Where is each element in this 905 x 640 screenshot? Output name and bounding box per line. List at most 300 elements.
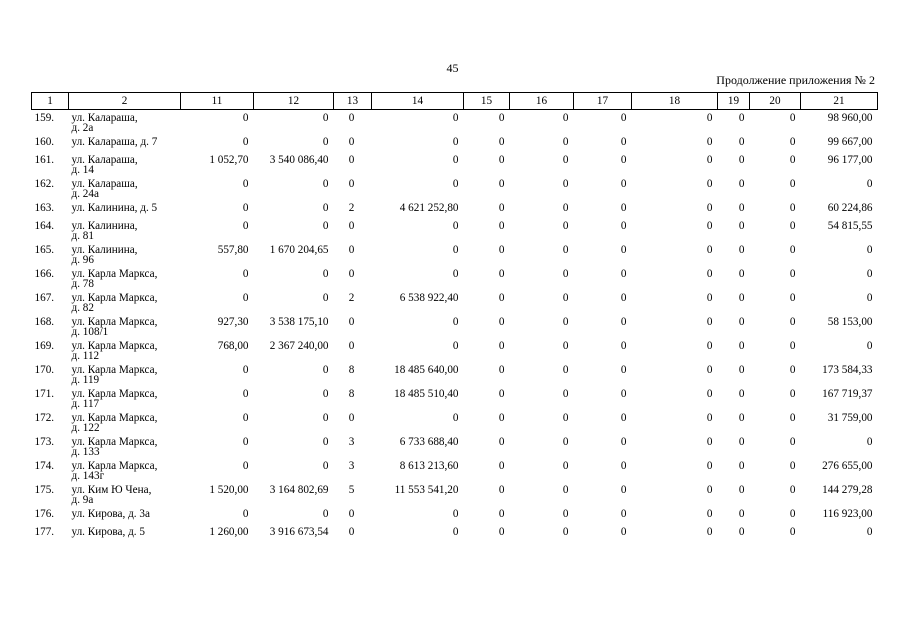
table-row (32, 461, 878, 485)
table-row (32, 317, 878, 341)
value-cell-c13: 0 (348, 269, 355, 280)
column-header: 13 (334, 93, 372, 110)
address-cell (69, 137, 181, 155)
address-line: д. 133 (71, 446, 100, 458)
value-cell-c14: 0 (452, 155, 459, 166)
value-cell-c20: 0 (789, 437, 796, 448)
value-cell-c11: 0 (242, 437, 249, 448)
value-cell-c11: 0 (242, 413, 249, 424)
table-row (32, 155, 878, 179)
value-cell-c17: 0 (620, 365, 627, 376)
value-cell-c19: 0 (738, 437, 745, 448)
value-cell-c15: 0 (498, 112, 505, 124)
continuation-label: Продолжение приложения № 2 (716, 73, 875, 87)
table-row (32, 221, 878, 245)
address-line: ул. Карла Маркса, (71, 317, 158, 328)
value-cell-c13: 2 (348, 293, 355, 304)
value-cell-c17: 0 (620, 203, 627, 214)
value-cell-c21: 0 (866, 293, 873, 304)
value-cell-c11: 0 (242, 269, 249, 280)
address-line: ул. Карла Маркса, (71, 413, 158, 424)
value-cell-c18: 0 (706, 293, 713, 304)
value-cell-c14: 18 485 510,40 (394, 389, 459, 400)
value-cell-c18: 0 (706, 269, 713, 280)
address-cell (69, 365, 181, 389)
value-cell-c18: 0 (706, 155, 713, 166)
value-cell-c16: 0 (562, 137, 569, 148)
table-row (32, 437, 878, 461)
value-cell-c14: 0 (452, 221, 459, 232)
column-header: 1 (32, 93, 69, 110)
value-cell-c20: 0 (789, 203, 796, 214)
column-header: 18 (632, 93, 718, 110)
value-cell-c12: 0 (322, 203, 329, 214)
row-number: 162. (34, 179, 55, 190)
value-cell-c11: 1 052,70 (209, 155, 249, 166)
table-row (32, 341, 878, 365)
value-cell-c16: 0 (562, 413, 569, 424)
value-cell-c17: 0 (620, 112, 627, 124)
address-cell (69, 110, 181, 138)
value-cell-c15: 0 (498, 461, 505, 472)
address-line: ул. Карла Маркса, (71, 365, 158, 376)
address-line: д. 122 (71, 422, 100, 434)
value-cell-c11: 0 (242, 389, 249, 400)
value-cell-c19: 0 (738, 341, 745, 352)
value-cell-c16: 0 (562, 179, 569, 190)
value-cell-c18: 0 (706, 245, 713, 256)
address-line: ул. Карла Маркса, (71, 437, 158, 448)
column-header: 19 (718, 93, 750, 110)
value-cell-c13: 0 (348, 179, 355, 190)
value-cell-c19: 0 (738, 179, 745, 190)
value-cell-c17: 0 (620, 221, 627, 232)
table-row (32, 137, 878, 155)
value-cell-c21: 144 279,28 (822, 485, 873, 496)
address-cell (69, 179, 181, 203)
value-cell-c20: 0 (789, 179, 796, 190)
address-cell (69, 155, 181, 179)
value-cell-c21: 0 (866, 527, 873, 538)
value-cell-c21: 60 224,86 (827, 203, 873, 214)
value-cell-c13: 8 (348, 389, 355, 400)
table-row (32, 509, 878, 527)
address-line: д. 82 (71, 302, 94, 314)
address-line: ул. Калараша, (71, 112, 138, 124)
table-row (32, 269, 878, 293)
address-cell (69, 203, 181, 221)
address-cell (69, 461, 181, 485)
value-cell-c15: 0 (498, 155, 505, 166)
value-cell-c15: 0 (498, 413, 505, 424)
value-cell-c16: 0 (562, 245, 569, 256)
value-cell-c19: 0 (738, 137, 745, 148)
value-cell-c16: 0 (562, 389, 569, 400)
value-cell-c11: 0 (242, 112, 249, 124)
value-cell-c17: 0 (620, 527, 627, 538)
value-cell-c21: 0 (866, 341, 873, 352)
address-line: ул. Калинина, д. 5 (71, 203, 158, 214)
row-number: 171. (34, 389, 55, 400)
value-cell-c13: 2 (348, 203, 355, 214)
address-cell (69, 389, 181, 413)
value-cell-c13: 3 (348, 437, 355, 448)
value-cell-c21: 116 923,00 (822, 509, 873, 520)
value-cell-c21: 99 667,00 (827, 137, 873, 148)
value-cell-c18: 0 (706, 485, 713, 496)
value-cell-c16: 0 (562, 341, 569, 352)
value-cell-c11: 927,30 (217, 317, 249, 328)
value-cell-c20: 0 (789, 317, 796, 328)
value-cell-c16: 0 (562, 269, 569, 280)
value-cell-c16: 0 (562, 112, 569, 124)
value-cell-c21: 31 759,00 (827, 413, 873, 424)
address-line: д. 78 (71, 278, 94, 290)
value-cell-c15: 0 (498, 509, 505, 520)
value-cell-c20: 0 (789, 365, 796, 376)
value-cell-c15: 0 (498, 179, 505, 190)
table-row (32, 365, 878, 389)
value-cell-c19: 0 (738, 221, 745, 232)
value-cell-c13: 3 (348, 461, 355, 472)
value-cell-c21: 98 960,00 (827, 112, 873, 124)
value-cell-c18: 0 (706, 137, 713, 148)
value-cell-c11: 557,80 (217, 245, 249, 256)
value-cell-c17: 0 (620, 389, 627, 400)
row-number: 166. (34, 269, 55, 280)
value-cell-c11: 0 (242, 461, 249, 472)
value-cell-c11: 0 (242, 365, 249, 376)
value-cell-c11: 0 (242, 203, 249, 214)
value-cell-c20: 0 (789, 509, 796, 520)
value-cell-c16: 0 (562, 461, 569, 472)
value-cell-c12: 0 (322, 437, 329, 448)
value-cell-c17: 0 (620, 461, 627, 472)
value-cell-c21: 167 719,37 (822, 389, 873, 400)
row-number: 177. (34, 527, 55, 538)
value-cell-c20: 0 (789, 221, 796, 232)
value-cell-c18: 0 (706, 203, 713, 214)
address-line: д. 143г (71, 470, 105, 482)
column-header: 12 (254, 93, 334, 110)
row-number: 173. (34, 437, 55, 448)
address-line: ул. Карла Маркса, (71, 389, 158, 400)
value-cell-c13: 0 (348, 112, 355, 124)
value-cell-c15: 0 (498, 221, 505, 232)
column-header: 17 (574, 93, 632, 110)
value-cell-c11: 0 (242, 137, 249, 148)
value-cell-c19: 0 (738, 365, 745, 376)
value-cell-c16: 0 (562, 509, 569, 520)
value-cell-c19: 0 (738, 317, 745, 328)
value-cell-c12: 2 367 240,00 (269, 341, 329, 352)
value-cell-c11: 0 (242, 221, 249, 232)
value-cell-c20: 0 (789, 341, 796, 352)
value-cell-c14: 0 (452, 137, 459, 148)
value-cell-c14: 4 621 252,80 (399, 203, 459, 214)
address-line: ул. Калараша, д. 7 (71, 137, 158, 148)
value-cell-c17: 0 (620, 137, 627, 148)
table-body (32, 110, 878, 546)
address-line: ул. Калараша, (71, 155, 138, 166)
value-cell-c14: 8 613 213,60 (399, 461, 459, 472)
table-row (32, 413, 878, 437)
row-number: 160. (34, 137, 55, 148)
column-header: 14 (372, 93, 464, 110)
address-cell (69, 293, 181, 317)
value-cell-c21: 0 (866, 179, 873, 190)
address-line: д. 119 (71, 374, 100, 386)
value-cell-c16: 0 (562, 365, 569, 376)
value-cell-c19: 0 (738, 112, 745, 124)
value-cell-c16: 0 (562, 203, 569, 214)
value-cell-c12: 0 (322, 293, 329, 304)
value-cell-c18: 0 (706, 461, 713, 472)
address-line: д. 81 (71, 230, 94, 242)
value-cell-c12: 0 (322, 112, 329, 124)
value-cell-c15: 0 (498, 341, 505, 352)
value-cell-c19: 0 (738, 245, 745, 256)
value-cell-c17: 0 (620, 509, 627, 520)
value-cell-c13: 0 (348, 341, 355, 352)
value-cell-c12: 3 916 673,54 (269, 527, 329, 538)
value-cell-c15: 0 (498, 203, 505, 214)
value-cell-c12: 0 (322, 269, 329, 280)
table-row (32, 527, 878, 545)
value-cell-c12: 0 (322, 413, 329, 424)
value-cell-c20: 0 (789, 293, 796, 304)
row-number: 165. (34, 245, 55, 256)
value-cell-c20: 0 (789, 485, 796, 496)
row-number: 174. (34, 461, 55, 472)
value-cell-c20: 0 (789, 413, 796, 424)
value-cell-c12: 1 670 204,65 (269, 245, 329, 256)
table-row (32, 485, 878, 509)
value-cell-c17: 0 (620, 245, 627, 256)
value-cell-c13: 8 (348, 365, 355, 376)
value-cell-c19: 0 (738, 413, 745, 424)
row-number: 176. (34, 509, 55, 520)
address-line: ул. Карла Маркса, (71, 293, 158, 304)
value-cell-c15: 0 (498, 365, 505, 376)
value-cell-c17: 0 (620, 155, 627, 166)
value-cell-c16: 0 (562, 437, 569, 448)
address-line: ул. Калинина, (71, 245, 138, 256)
address-line: д. 2а (71, 122, 94, 134)
value-cell-c21: 58 153,00 (827, 317, 873, 328)
value-cell-c14: 0 (452, 179, 459, 190)
table-row (32, 245, 878, 269)
value-cell-c15: 0 (498, 137, 505, 148)
column-header: 16 (510, 93, 574, 110)
address-line: д. 112 (71, 350, 100, 362)
value-cell-c18: 0 (706, 221, 713, 232)
value-cell-c19: 0 (738, 203, 745, 214)
column-header: 21 (801, 93, 878, 110)
value-cell-c12: 3 538 175,10 (269, 317, 329, 328)
value-cell-c18: 0 (706, 317, 713, 328)
table-row (32, 110, 878, 138)
value-cell-c21: 0 (866, 269, 873, 280)
value-cell-c21: 54 815,55 (827, 221, 873, 232)
value-cell-c19: 0 (738, 509, 745, 520)
row-number: 172. (34, 413, 55, 424)
value-cell-c11: 0 (242, 179, 249, 190)
value-cell-c14: 0 (452, 269, 459, 280)
value-cell-c12: 3 164 802,69 (269, 485, 329, 496)
value-cell-c18: 0 (706, 413, 713, 424)
value-cell-c11: 1 520,00 (209, 485, 249, 496)
data-table (31, 92, 878, 545)
column-header: 20 (750, 93, 801, 110)
value-cell-c17: 0 (620, 293, 627, 304)
address-line: ул. Калараша, (71, 179, 138, 190)
value-cell-c12: 0 (322, 179, 329, 190)
value-cell-c20: 0 (789, 389, 796, 400)
value-cell-c14: 0 (452, 413, 459, 424)
value-cell-c19: 0 (738, 269, 745, 280)
value-cell-c21: 0 (866, 437, 873, 448)
address-cell (69, 221, 181, 245)
value-cell-c21: 276 655,00 (822, 461, 873, 472)
address-line: д. 96 (71, 254, 94, 266)
value-cell-c18: 0 (706, 389, 713, 400)
column-header: 11 (181, 93, 254, 110)
address-line: д. 24а (71, 188, 99, 200)
column-header: 2 (69, 93, 181, 110)
value-cell-c20: 0 (789, 245, 796, 256)
value-cell-c21: 96 177,00 (827, 155, 873, 166)
value-cell-c11: 0 (242, 509, 249, 520)
table-row (32, 389, 878, 413)
row-number: 159. (34, 112, 55, 124)
address-line: д. 9а (71, 494, 94, 506)
value-cell-c15: 0 (498, 437, 505, 448)
value-cell-c12: 0 (322, 365, 329, 376)
value-cell-c15: 0 (498, 389, 505, 400)
value-cell-c17: 0 (620, 413, 627, 424)
row-number: 164. (34, 221, 55, 232)
address-line: ул. Карла Маркса, (71, 269, 158, 280)
value-cell-c20: 0 (789, 155, 796, 166)
table-row (32, 179, 878, 203)
value-cell-c13: 0 (348, 509, 355, 520)
address-line: д. 117 (71, 398, 100, 410)
value-cell-c12: 0 (322, 221, 329, 232)
value-cell-c18: 0 (706, 341, 713, 352)
row-number: 170. (34, 365, 55, 376)
value-cell-c13: 0 (348, 317, 355, 328)
table-row (32, 203, 878, 221)
value-cell-c11: 768,00 (217, 341, 249, 352)
value-cell-c17: 0 (620, 437, 627, 448)
value-cell-c16: 0 (562, 293, 569, 304)
column-header: 15 (464, 93, 510, 110)
value-cell-c21: 173 584,33 (822, 365, 873, 376)
value-cell-c17: 0 (620, 317, 627, 328)
value-cell-c11: 1 260,00 (209, 527, 249, 538)
value-cell-c16: 0 (562, 527, 569, 538)
value-cell-c20: 0 (789, 461, 796, 472)
value-cell-c14: 0 (452, 245, 459, 256)
value-cell-c19: 0 (738, 389, 745, 400)
address-cell (69, 509, 181, 527)
value-cell-c14: 6 733 688,40 (399, 437, 459, 448)
value-cell-c17: 0 (620, 179, 627, 190)
value-cell-c19: 0 (738, 461, 745, 472)
address-line: ул. Карла Маркса, (71, 341, 158, 352)
value-cell-c15: 0 (498, 527, 505, 538)
address-cell (69, 527, 181, 545)
value-cell-c15: 0 (498, 317, 505, 328)
value-cell-c16: 0 (562, 155, 569, 166)
value-cell-c14: 0 (452, 527, 459, 538)
address-line: ул. Калинина, (71, 221, 138, 232)
row-number: 163. (34, 203, 55, 214)
value-cell-c19: 0 (738, 293, 745, 304)
address-cell (69, 341, 181, 365)
value-cell-c14: 18 485 640,00 (394, 365, 459, 376)
address-line: д. 14 (71, 164, 94, 176)
address-line: ул. Карла Маркса, (71, 461, 158, 472)
value-cell-c16: 0 (562, 485, 569, 496)
value-cell-c14: 0 (452, 112, 459, 124)
value-cell-c18: 0 (706, 365, 713, 376)
value-cell-c20: 0 (789, 112, 796, 124)
address-cell (69, 413, 181, 437)
value-cell-c20: 0 (789, 269, 796, 280)
row-number: 167. (34, 293, 55, 304)
table-row (32, 293, 878, 317)
row-number: 161. (34, 155, 55, 166)
value-cell-c17: 0 (620, 485, 627, 496)
row-number: 168. (34, 317, 55, 328)
value-cell-c20: 0 (789, 527, 796, 538)
address-line: д. 108/1 (71, 326, 109, 338)
value-cell-c13: 0 (348, 155, 355, 166)
value-cell-c18: 0 (706, 509, 713, 520)
value-cell-c12: 0 (322, 509, 329, 520)
value-cell-c13: 0 (348, 245, 355, 256)
value-cell-c19: 0 (738, 485, 745, 496)
value-cell-c19: 0 (738, 155, 745, 166)
value-cell-c13: 0 (348, 413, 355, 424)
value-cell-c14: 0 (452, 509, 459, 520)
address-line: ул. Кирова, д. 3а (71, 509, 150, 520)
value-cell-c18: 0 (706, 527, 713, 538)
value-cell-c17: 0 (620, 341, 627, 352)
value-cell-c19: 0 (738, 527, 745, 538)
address-cell (69, 269, 181, 293)
address-cell (69, 437, 181, 461)
address-cell (69, 317, 181, 341)
value-cell-c17: 0 (620, 269, 627, 280)
value-cell-c18: 0 (706, 437, 713, 448)
address-line: ул. Ким Ю Чена, (71, 485, 152, 496)
value-cell-c21: 0 (866, 245, 873, 256)
value-cell-c13: 0 (348, 137, 355, 148)
value-cell-c16: 0 (562, 317, 569, 328)
row-number: 175. (34, 485, 55, 496)
value-cell-c12: 0 (322, 461, 329, 472)
value-cell-c13: 0 (348, 221, 355, 232)
value-cell-c15: 0 (498, 293, 505, 304)
value-cell-c14: 6 538 922,40 (399, 293, 459, 304)
value-cell-c14: 11 553 541,20 (394, 485, 459, 496)
page-number: 45 (446, 61, 459, 75)
value-cell-c20: 0 (789, 137, 796, 148)
row-number: 169. (34, 341, 55, 352)
